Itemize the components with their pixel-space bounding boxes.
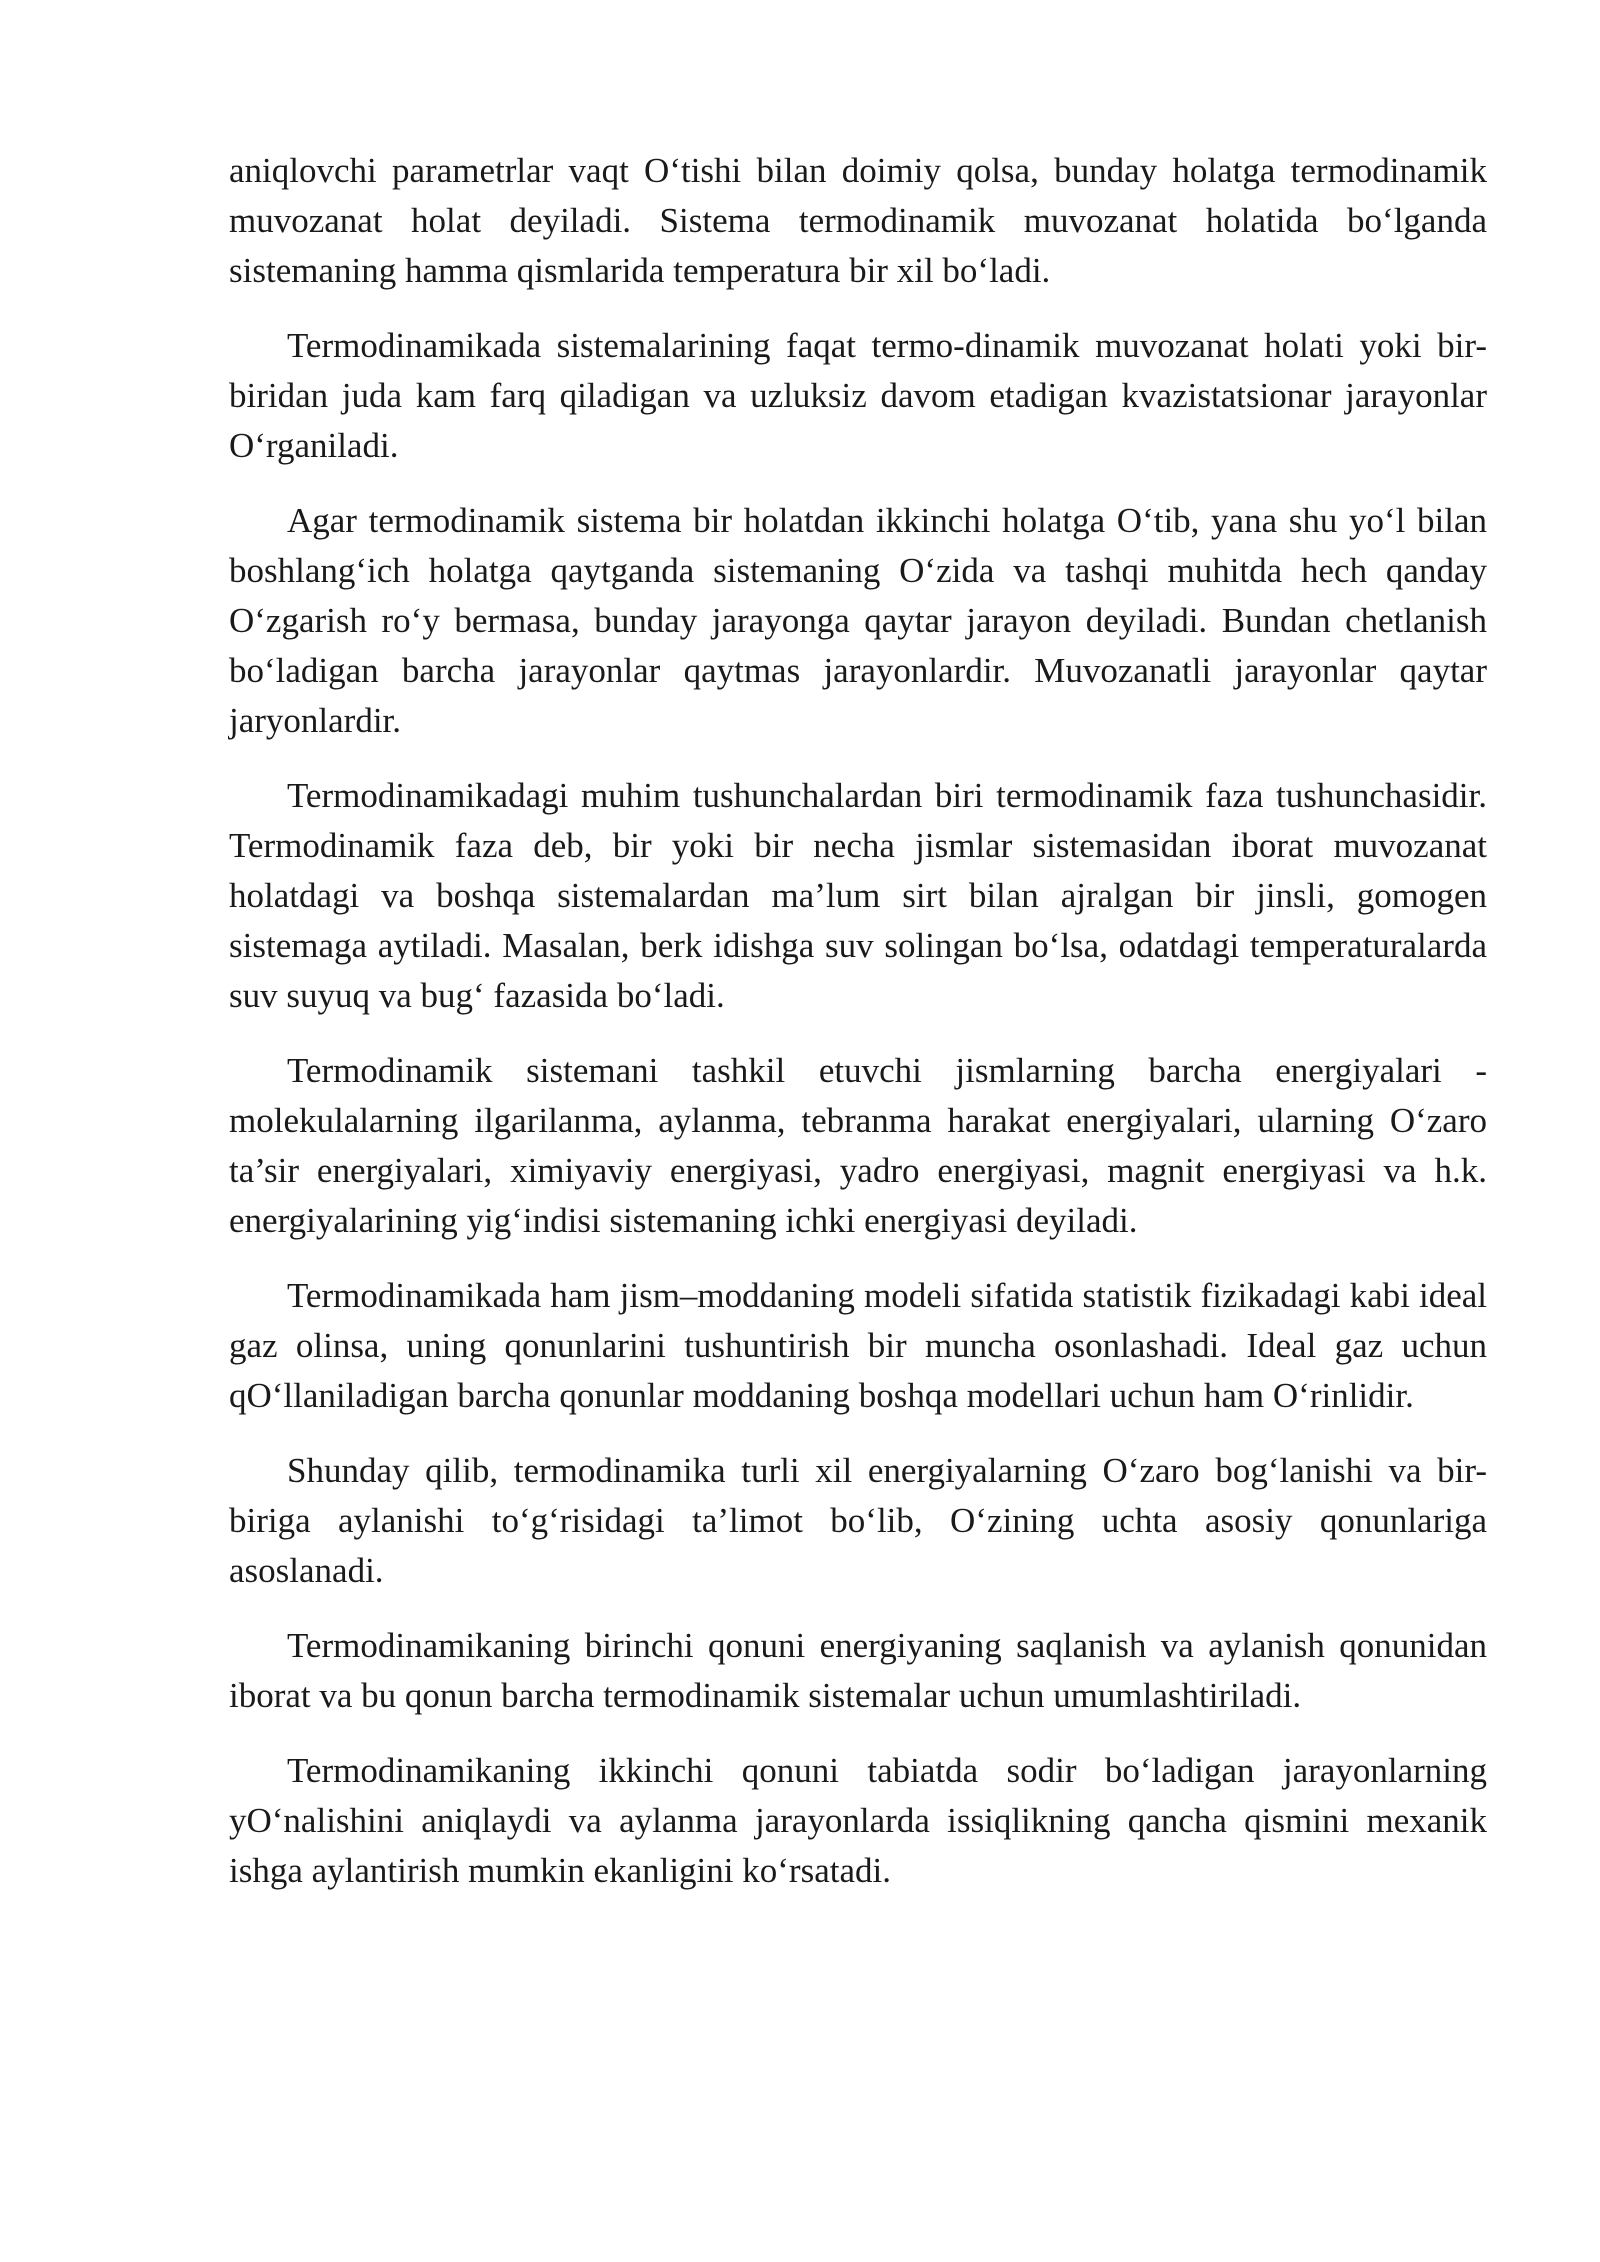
paragraph-6: Termodinamikada ham jism–moddaning modeli sifatida statistik fizikadagi kabi ideal gaz olinsa, uning qonunlarini tushuntirish bir muncha osonlashadi. Ideal gaz uchun qO‘llaniladigan barcha qonunlar moddaning boshqa modellari uchun ham O‘rinlidir.: [229, 1276, 1487, 1415]
paragraph-5: Termodinamik sistemani tashkil etuvchi jismlarning barcha energiyalari - molekulalarning ilgarilanma, aylanma, tebranma harakat energiyalari, ularning O‘zaro ta’sir energiyalari, ximiyaviy energiyasi, yadro energiyasi, magnit energiyasi va h.k. energiyalarining yig‘indisi sistemaning ichki energiyasi deyiladi.: [229, 1051, 1487, 1240]
paragraph-7: Shunday qilib, termodinamika turli xil energiyalarning O‘zaro bog‘lanishi va bir-biriga aylanishi to‘g‘risidagi ta’limot bo‘lib, O‘zining uchta asosiy qonunlariga asoslanadi.: [229, 1451, 1487, 1590]
paragraph-8: Termodinamikaning birinchi qonuni energiyaning saqlanish va aylanish qonunidan iborat va bu qonun barcha termodinamik sistemalar uchun umumlashtiriladi.: [229, 1626, 1487, 1715]
paragraph-3: Agar termodinamik sistema bir holatdan ikkinchi holatga O‘tib, yana shu yo‘l bilan boshlang‘ich holatga qaytganda sistemaning O‘zida va tashqi muhitda hech qanday O‘zgarish ro‘y bermasa, bunday jarayonga qaytar jarayon deyiladi. Bundan chetlanish bo‘ladigan barcha jarayonlar qaytmas jarayonlardir. Muvozanatli jarayonlar qaytar jaryonlardir.: [229, 501, 1487, 740]
paragraph-9: Termodinamikaning ikkinchi qonuni tabiatda sodir bo‘ladigan jarayonlarning yO‘nalishini aniqlaydi va aylanma jarayonlarda issiqlikning qancha qismini mexanik ishga aylantirish mumkin ekanligini ko‘rsatadi.: [229, 1751, 1487, 1890]
paragraph-2: Termodinamikada sistemalarining faqat termo-dinamik muvozanat holati yoki bir-biridan juda kam farq qiladigan va uzluksiz davom etadigan kvazistatsionar jarayonlar O‘rganiladi.: [229, 326, 1487, 465]
paragraph-1: aniqlovchi parametrlar vaqt O‘tishi bilan doimiy qolsa, bunday holatga termodinamik muvozanat holat deyiladi. Sistema termodinamik muvozanat holatida bo‘lganda sistemaning hamma qismlarida temperatura bir xil bo‘ladi.: [229, 151, 1487, 290]
document-page: [229, 146, 1487, 1921]
paragraph-4: Termodinamikadagi muhim tushunchalardan biri termodinamik faza tushunchasidir. Termodinamik faza deb, bir yoki bir necha jismlar sistemasidan iborat muvozanat holatdagi va boshqa sistemalardan ma’lum sirt bilan ajralgan bir jinsli, gomogen sistemaga aytiladi. Masalan, berk idishga suv solingan bo‘lsa, odatdagi temperaturalarda suv suyuq va bug‘ fazasida bo‘ladi.: [229, 776, 1487, 1015]
